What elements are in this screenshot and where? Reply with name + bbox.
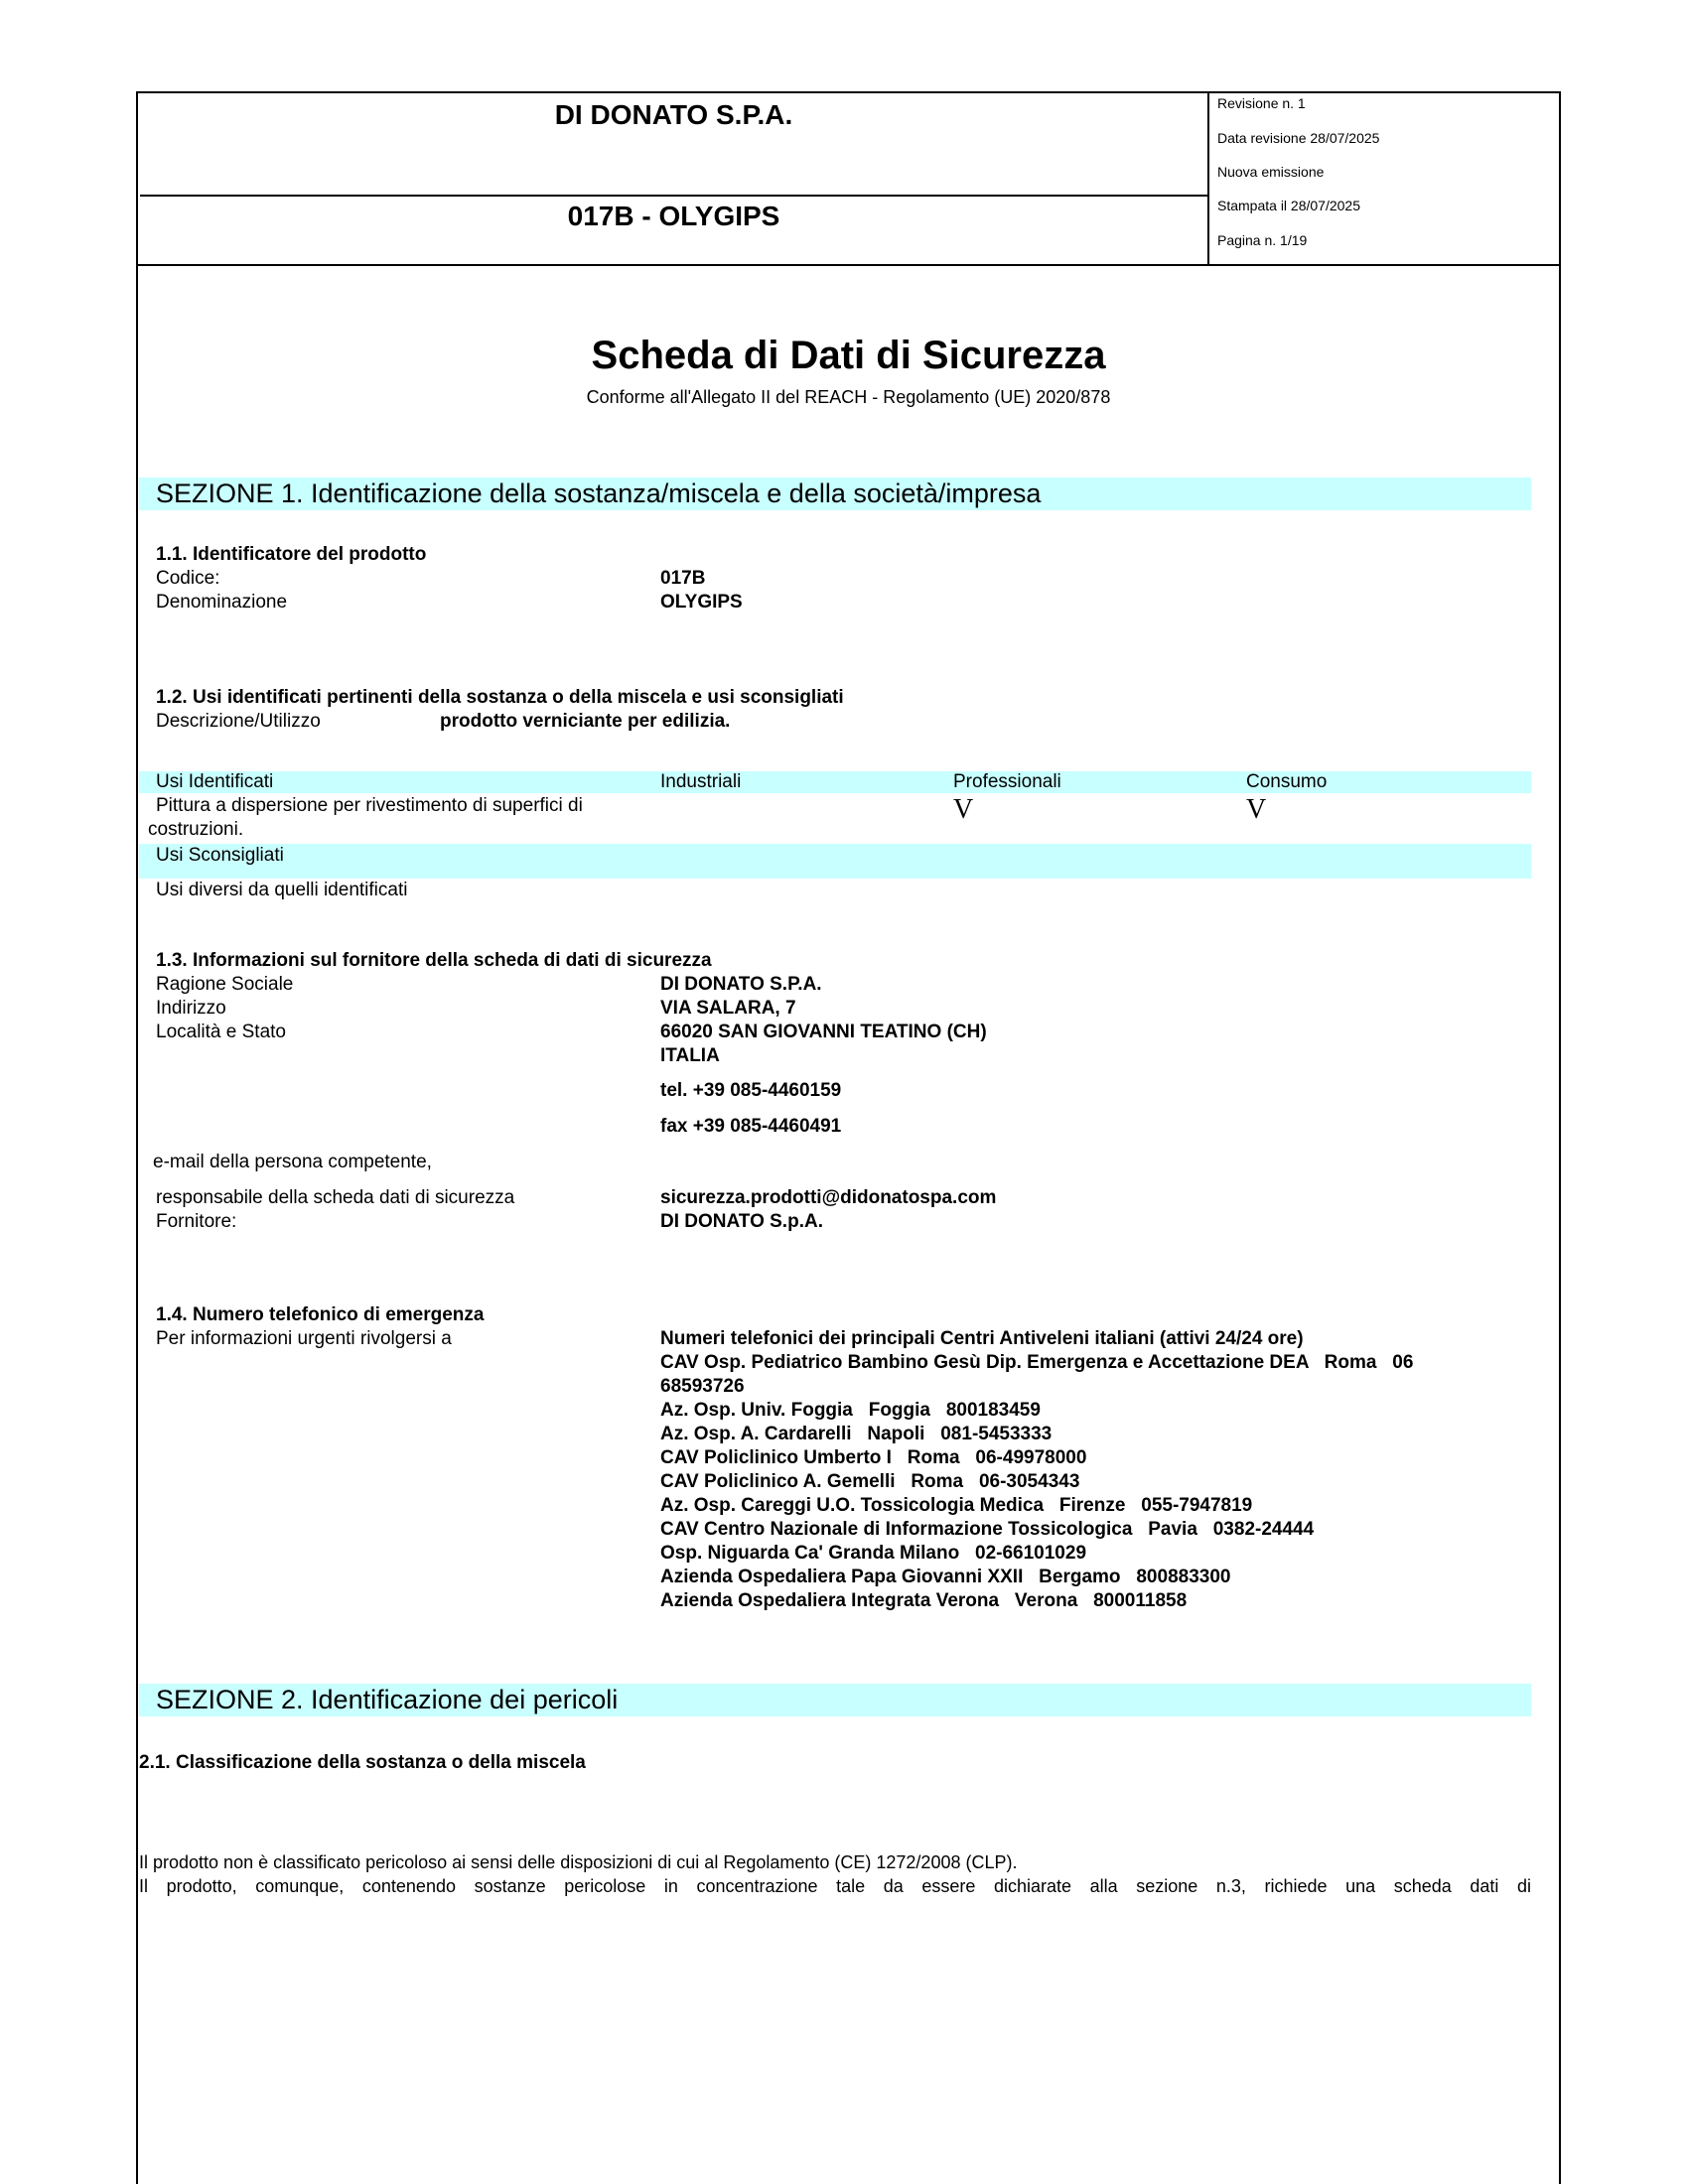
company-value: DI DONATO S.P.A. — [660, 974, 822, 995]
professional-check-mark: V — [953, 794, 974, 825]
poison-center-line: CAV Centro Nazionale di Informazione Tossicologica Pavia 0382-24444 — [660, 1519, 1315, 1540]
uses-row-line-2: costruzioni. — [148, 819, 244, 840]
classification-paragraph-1: Il prodotto non è classificato pericoloso ai sensi delle disposizioni di cui al Regolamento (CE) 1272/2008 (CLP). — [139, 1852, 1018, 1872]
poison-center-line: Az. Osp. Univ. Foggia Foggia 800183459 — [660, 1400, 1041, 1421]
country-value: ITALIA — [660, 1045, 720, 1066]
fax-value: fax +39 085-4460491 — [660, 1116, 842, 1137]
uses-header-professional: Professionali — [953, 771, 1061, 792]
emergency-label: Per informazioni urgenti rivolgersi a — [156, 1328, 452, 1349]
header-revision: Revisione n. 1 — [1217, 95, 1306, 111]
company-label: Ragione Sociale — [156, 974, 294, 995]
supplier-label: Fornitore: — [156, 1211, 237, 1232]
description-value: prodotto verniciante per edilizia. — [440, 711, 731, 732]
description-label: Descrizione/Utilizzo — [156, 711, 321, 732]
s21-heading: 2.1. Classificazione della sostanza o della miscela — [139, 1752, 586, 1773]
code-label: Codice: — [156, 568, 220, 589]
document-header — [136, 91, 1561, 266]
classification-paragraph-2: Il prodotto, comunque, contenendo sostanze pericolose in concentrazione tale da essere dichiarate alla sezione n.3, richiede una scheda dati di — [139, 1876, 1531, 1896]
poison-center-line: Az. Osp. Careggi U.O. Tossicologia Medica Firenze 055-7947819 — [660, 1495, 1253, 1516]
city-label: Località e Stato — [156, 1022, 286, 1042]
consumer-check-mark: V — [1246, 794, 1267, 825]
header-company-name: DI DONATO S.P.A. — [554, 99, 793, 130]
header-divider — [140, 195, 1207, 197]
poison-center-line: Azienda Ospedaliera Integrata Verona Verona 800011858 — [660, 1590, 1188, 1611]
name-label: Denominazione — [156, 592, 288, 613]
header-page-number: Pagina n. 1/19 — [1217, 232, 1308, 248]
poison-center-line: Azienda Ospedaliera Papa Giovanni XXII Bergamo 800883300 — [660, 1567, 1231, 1587]
city-value: 66020 SAN GIOVANNI TEATINO (CH) — [660, 1022, 987, 1042]
discouraged-uses-text: Usi diversi da quelli identificati — [156, 880, 408, 900]
email-value: sicurezza.prodotti@didonatospa.com — [660, 1187, 997, 1208]
poison-center-line: Az. Osp. A. Cardarelli Napoli 081-5453333 — [660, 1424, 1053, 1444]
header-revision-date: Data revisione 28/07/2025 — [1217, 130, 1380, 146]
s13-heading: 1.3. Informazioni sul fornitore della scheda di dati di sicurezza — [156, 950, 712, 971]
poison-center-line: Osp. Niguarda Ca' Granda Milano 02-66101029 — [660, 1543, 1087, 1564]
code-value: 017B — [660, 568, 706, 589]
address-value: VIA SALARA, 7 — [660, 998, 796, 1019]
header-revision-info — [1217, 93, 1555, 264]
discouraged-uses-band — [139, 844, 1531, 879]
uses-header-identified: Usi Identificati — [156, 771, 274, 792]
s14-heading: 1.4. Numero telefonico di emergenza — [156, 1304, 485, 1325]
uses-header-industrial: Industriali — [660, 771, 742, 792]
poison-center-line: CAV Osp. Pediatrico Bambino Gesù Dip. Emergenza e Accettazione DEA Roma 06 — [660, 1352, 1414, 1373]
poison-center-line: Numeri telefonici dei principali Centri Antiveleni italiani (attivi 24/24 ore) — [660, 1328, 1304, 1349]
uses-header-consumer: Consumo — [1246, 771, 1328, 792]
poison-centers-list — [660, 1327, 1413, 1613]
section2-title: SEZIONE 2. Identificazione dei pericoli — [156, 1685, 619, 1714]
uses-row-line-1: Pittura a dispersione per rivestimento di superfici di — [156, 795, 583, 816]
document-subtitle: Conforme all'Allegato II del REACH - Regolamento (UE) 2020/878 — [586, 387, 1111, 407]
header-printed-date: Stampata il 28/07/2025 — [1217, 198, 1360, 213]
header-emission: Nuova emissione — [1217, 164, 1325, 180]
address-label: Indirizzo — [156, 998, 226, 1019]
email-label-line-1: e-mail della persona competente, — [153, 1152, 432, 1172]
s11-heading: 1.1. Identificatore del prodotto — [156, 544, 427, 565]
poison-center-line: CAV Policlinico A. Gemelli Roma 06-3054343 — [660, 1471, 1080, 1492]
name-value: OLYGIPS — [660, 592, 743, 613]
supplier-value: DI DONATO S.p.A. — [660, 1211, 823, 1232]
email-label-line-2: responsabile della scheda dati di sicurezza — [156, 1187, 515, 1208]
poison-center-line: 68593726 — [660, 1376, 745, 1397]
document-title: Scheda di Dati di Sicurezza — [591, 334, 1106, 377]
discouraged-uses-header: Usi Sconsigliati — [156, 845, 284, 866]
header-product-name: 017B - OLYGIPS — [567, 201, 780, 231]
s12-heading: 1.2. Usi identificati pertinenti della sostanza o della miscela e usi sconsigliati — [156, 687, 844, 708]
telephone-value: tel. +39 085-4460159 — [660, 1080, 842, 1101]
section1-title: SEZIONE 1. Identificazione della sostanza/miscela e della società/impresa — [156, 478, 1042, 508]
poison-center-line: CAV Policlinico Umberto I Roma 06-49978000 — [660, 1447, 1087, 1468]
header-left-cell — [140, 93, 1209, 264]
